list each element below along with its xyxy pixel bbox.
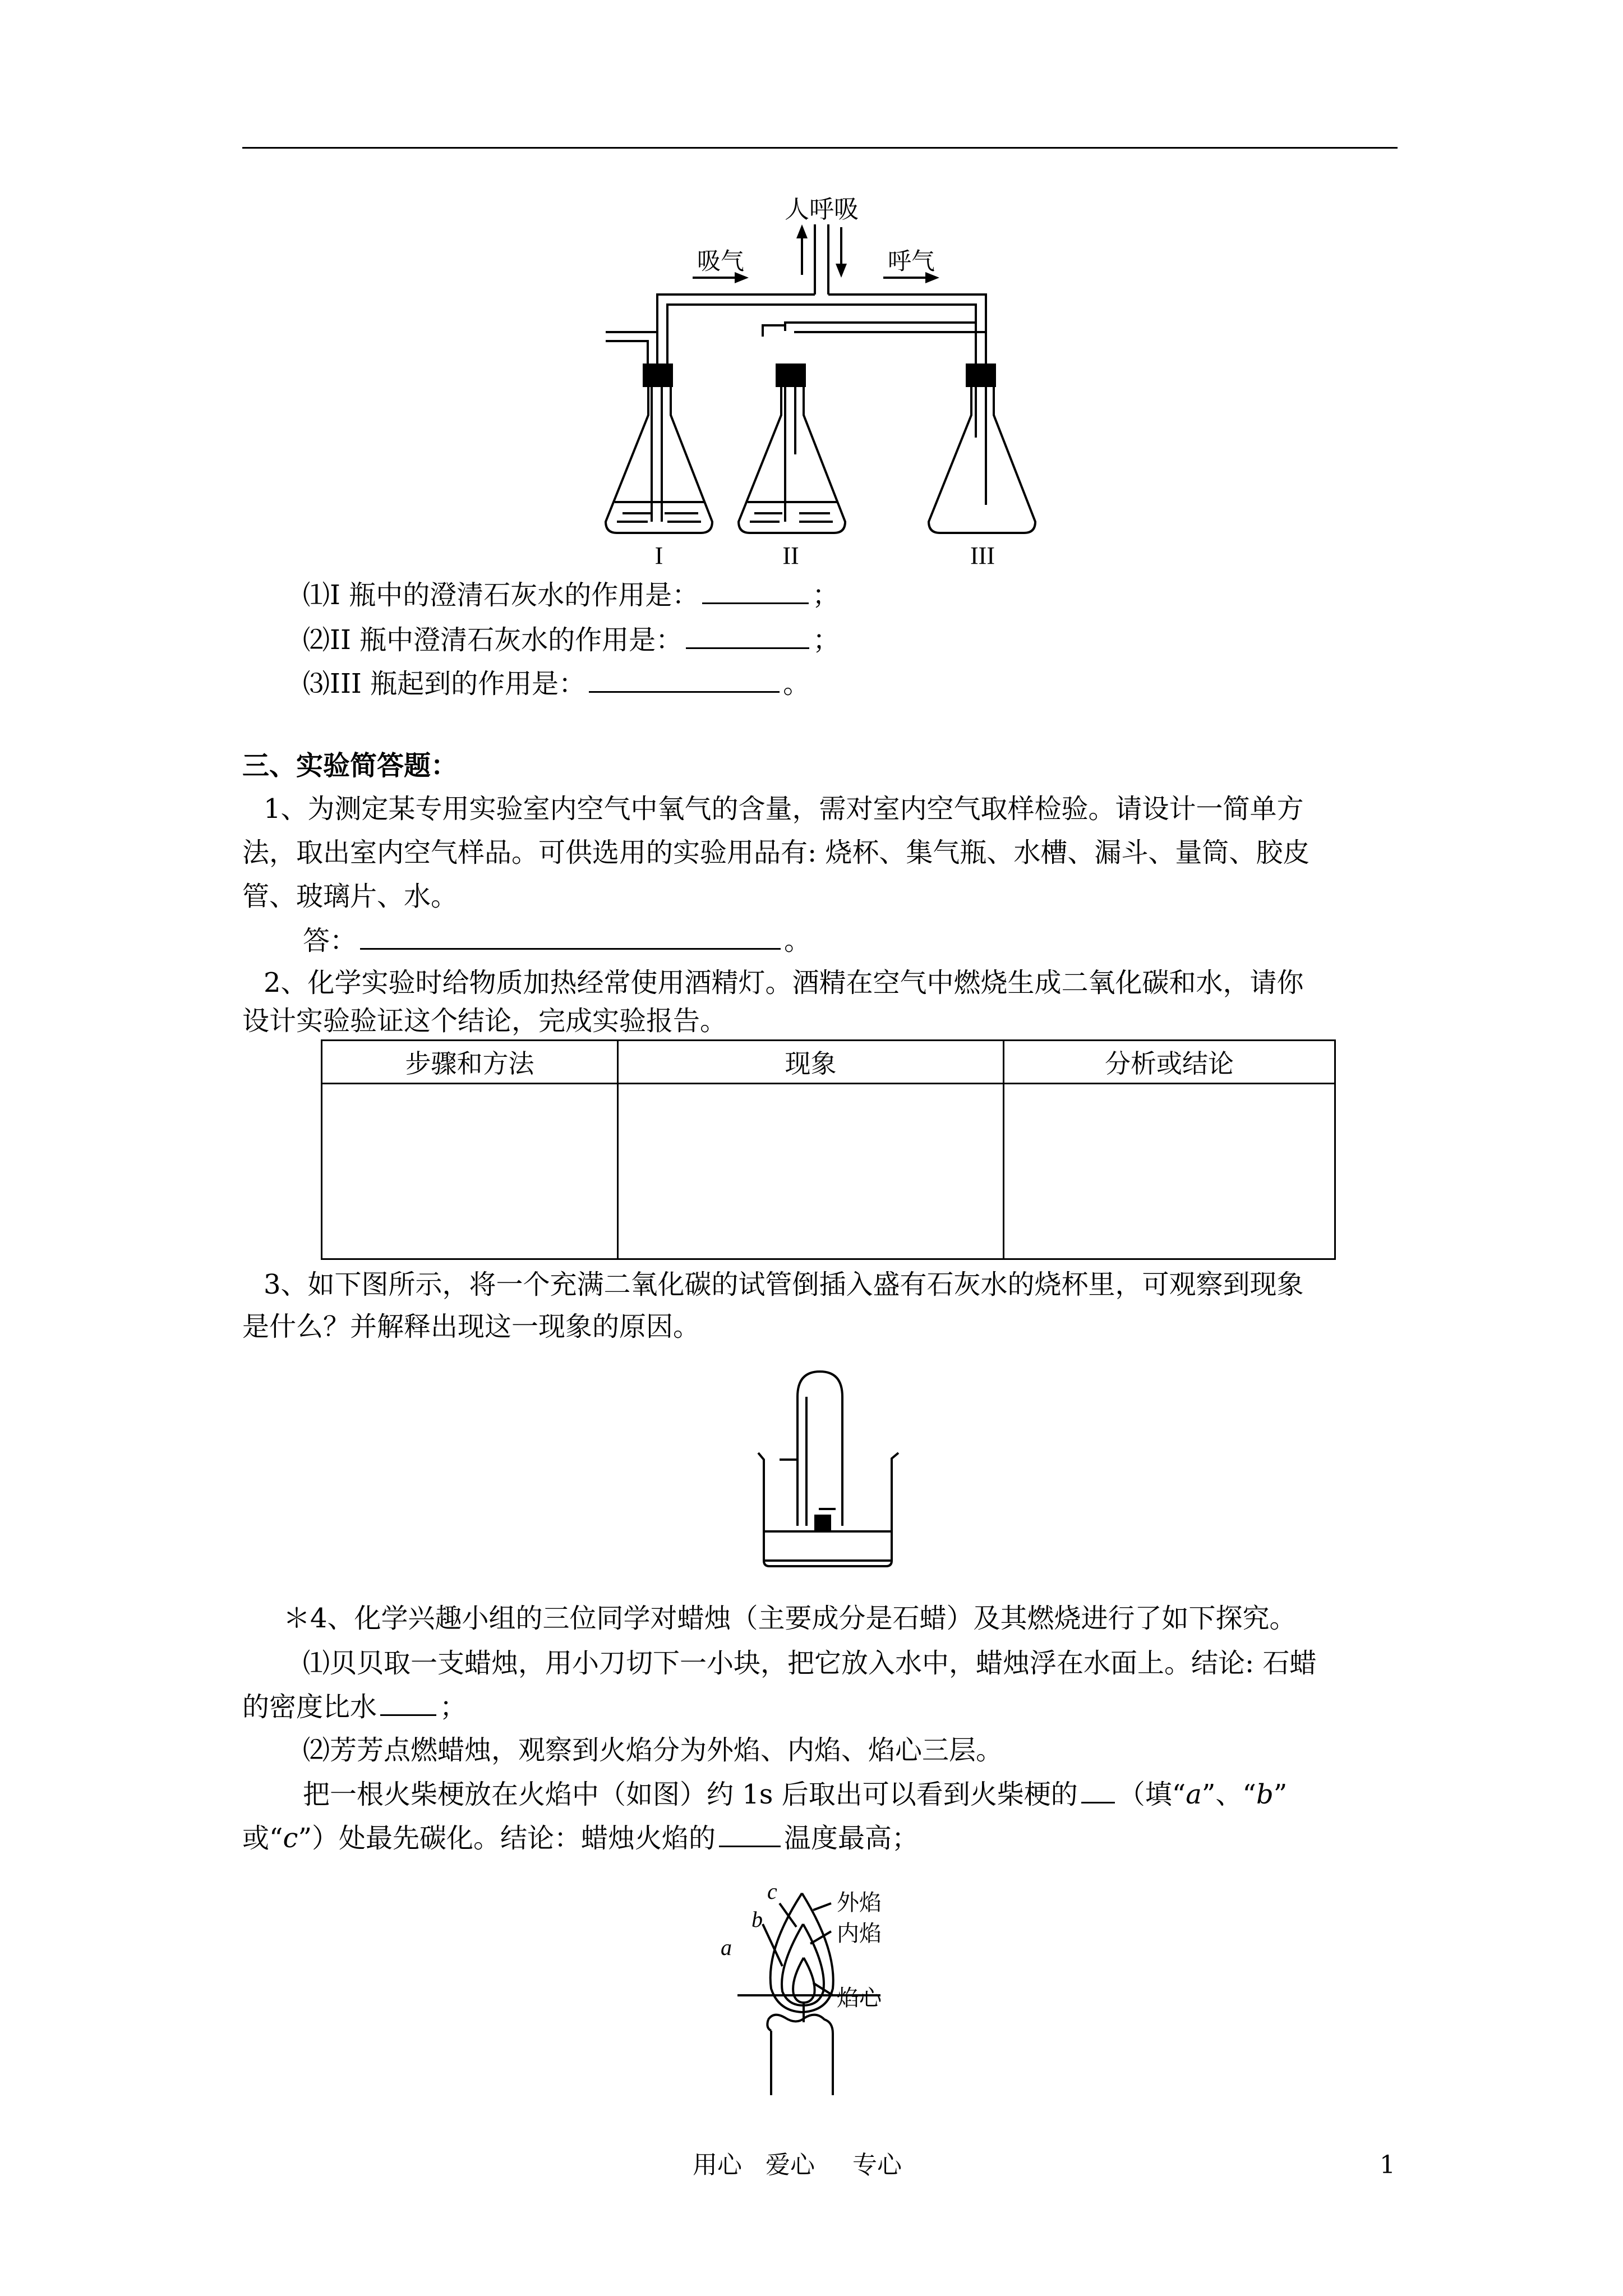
candle-flame-figure bbox=[712, 1871, 948, 2101]
page-number: 1 bbox=[1380, 2151, 1395, 2179]
p4-q1-line2: 的密度比水 ； bbox=[242, 1690, 467, 1724]
answer-blank[interactable] bbox=[360, 923, 781, 950]
bottle-label-1: I bbox=[654, 542, 663, 569]
q3-blank[interactable] bbox=[589, 666, 780, 693]
cell-steps[interactable] bbox=[322, 1084, 618, 1259]
flame-part-blank[interactable] bbox=[719, 1821, 781, 1847]
test-tube-beaker-figure bbox=[751, 1363, 909, 1576]
p4-q2-line3: 或“c”）处最先碳化。结论：蜡烛火焰的 温度最高； bbox=[242, 1821, 919, 1855]
q2-line: ⑵II 瓶中澄清石灰水的作用是： ； bbox=[303, 623, 840, 657]
cell-conclusion[interactable] bbox=[1004, 1084, 1335, 1259]
q1-line: ⑴I 瓶中的澄清石灰水的作用是： ； bbox=[303, 578, 839, 612]
density-blank[interactable] bbox=[380, 1690, 436, 1716]
label-outer-flame: 外焰 bbox=[837, 1890, 882, 1916]
p1-line3: 管、玻璃片、水。 bbox=[242, 881, 458, 912]
top-label: 人呼吸 bbox=[785, 195, 859, 224]
p2-line1: 2、化学实验时给物质加热经常使用酒精灯。酒精在空气中燃烧生成二氧化碳和水，请你 bbox=[264, 967, 1304, 999]
p4-q1-line1: ⑴贝贝取一支蜡烛，用小刀切下一小块，把它放入水中，蜡烛浮在水面上。结论: 石蜡 bbox=[303, 1648, 1317, 1679]
answer-line: 答： 。 bbox=[303, 923, 811, 958]
footer-motto-2: 爱心 bbox=[766, 2151, 815, 2179]
bottle-label-2: II bbox=[782, 542, 799, 569]
footer-motto-1: 用心 bbox=[693, 2151, 742, 2179]
header-rule bbox=[242, 147, 1398, 149]
q3-line: ⑶III 瓶起到的作用是： 。 bbox=[303, 666, 810, 701]
bottle-label-3: III bbox=[970, 542, 995, 569]
p4-line1: ＊4、化学兴趣小组的三位同学对蜡烛（主要成分是石蜡）及其燃烧进行了如下探究。 bbox=[283, 1603, 1297, 1634]
p3-line1: 3、如下图所示，将一个充满二氧化碳的试管倒插入盛有石灰水的烧杯里，可观察到现象 bbox=[264, 1269, 1304, 1300]
footer-motto-3: 专心 bbox=[852, 2151, 902, 2179]
inhale-label: 吸气 bbox=[697, 247, 745, 275]
section-heading: 三、实验简答题： bbox=[242, 750, 458, 781]
label-inner-flame: 内焰 bbox=[837, 1921, 882, 1947]
exhale-label: 呼气 bbox=[887, 247, 935, 275]
p3-line2: 是什么？并解释出现这一现象的原因。 bbox=[242, 1311, 700, 1342]
p1-line1: 1、为测定某专用实验室内空气中氧气的含量，需对室内空气取样检验。请设计一简单方 bbox=[264, 793, 1304, 825]
col-header-phenomenon: 现象 bbox=[618, 1041, 1004, 1084]
col-header-steps: 步骤和方法 bbox=[322, 1041, 618, 1084]
q1-blank[interactable] bbox=[702, 578, 809, 604]
bottle-2 bbox=[739, 365, 845, 533]
experiment-report-table bbox=[321, 1039, 1336, 1260]
p4-q2-line2: 把一根火柴梗放在火焰中（如图）约 1s 后取出可以看到火柴梗的 （填“a”、“b” bbox=[303, 1777, 1287, 1811]
label-flame-core: 焰心 bbox=[837, 1985, 882, 2011]
breathing-apparatus-figure bbox=[594, 191, 1043, 572]
label-b: b bbox=[751, 1907, 763, 1932]
p4-q2-line1: ⑵芳芳点燃蜡烛，观察到火焰分为外焰、内焰、焰心三层。 bbox=[303, 1734, 1003, 1766]
cell-phenomenon[interactable] bbox=[618, 1084, 1004, 1259]
q2-blank[interactable] bbox=[686, 623, 809, 649]
p2-line2: 设计实验验证这个结论，完成实验报告。 bbox=[242, 1005, 727, 1037]
col-header-conclusion: 分析或结论 bbox=[1004, 1041, 1335, 1084]
label-a: a bbox=[721, 1935, 732, 1960]
bottle-3 bbox=[929, 365, 1035, 533]
bottle-1 bbox=[606, 365, 712, 533]
position-blank[interactable] bbox=[1081, 1777, 1115, 1803]
p1-line2: 法，取出室内空气样品。可供选用的实验用品有: 烧杯、集气瓶、水槽、漏斗、量筒、胶皮 bbox=[242, 837, 1310, 868]
label-c: c bbox=[767, 1879, 777, 1904]
